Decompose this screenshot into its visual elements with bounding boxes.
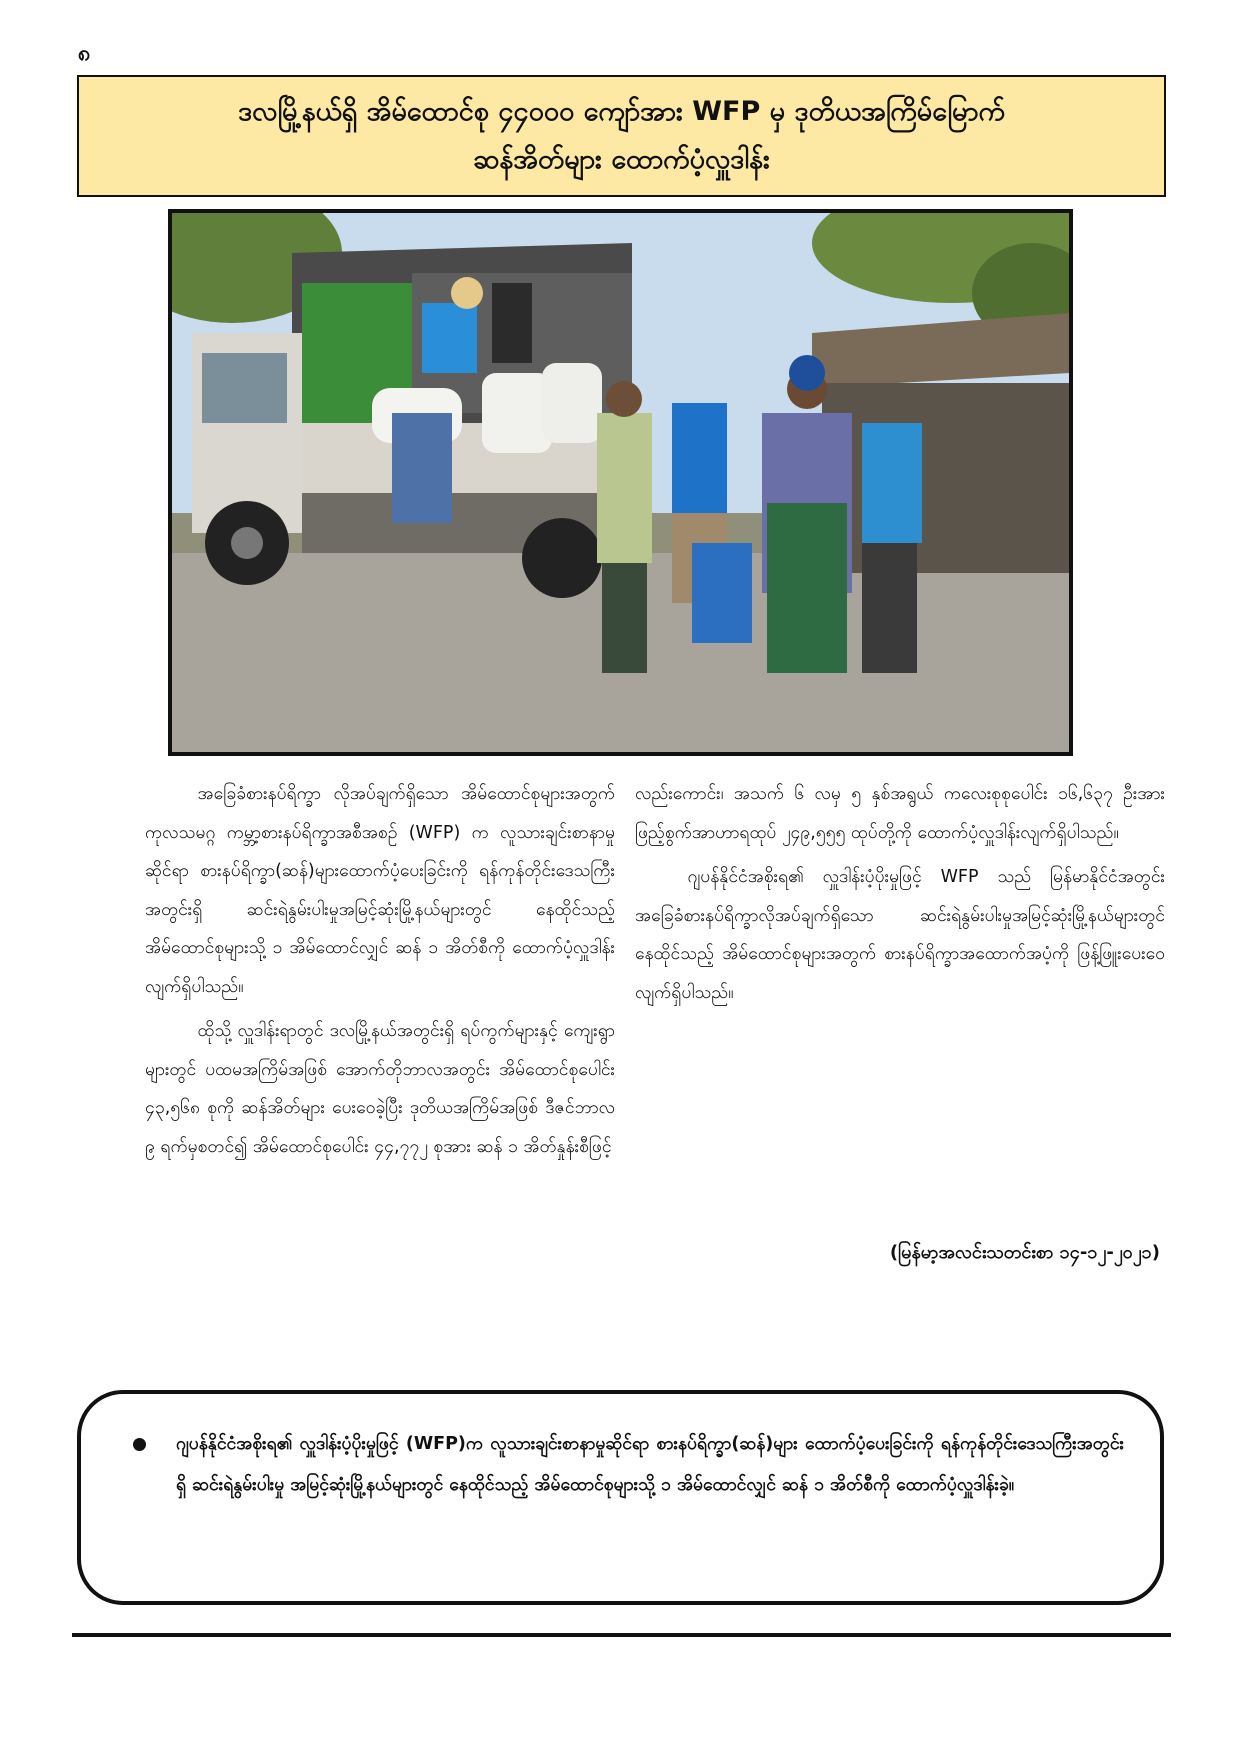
summary-text: ဂျပန်နိုင်ငံအစိုးရ၏ လှူဒါန်းပံ့ပိုးမှုဖြင့် (WFP)က လူသားချင်းစာနာမှုဆိုင်ရာ စားနပ်ရိက္ခာ(ဆန်)များ ထောက်ပံ့ပေးခြင်းကို ရန်ကုန်တိုင်းဒေသကြီးအတွင်းရှိ ဆင်းရဲနွမ်းပါးမှု အမြင့်ဆုံးမြို့နယ်များတွင် နေထိုင်သည့် အိမ်ထောင်စုများသို့ ၁ အိမ်ထောင်လျှင် ဆန် ၁ အိတ်စီကို ထောက်ပံ့လှူဒါန်းခဲ့။ xyxy=(176,1434,1124,1495)
article-paragraph: ထိုသို့ လှူဒါန်းရာတွင် ဒလမြို့နယ်အတွင်းရှိ ရပ်ကွက်များနှင့် ကျေးရွာများတွင် ပထမအကြိမ်အဖြစ် အောက်တိုဘာလအတွင်း အိမ်ထောင်စုပေါင်း ၄၃,၅၆၈ စုကို ဆန်အိတ်များ ပေးဝေခဲ့ပြီး ဒုတိယအကြိမ်အဖြစ် ဒီဇင်ဘာလ ၉ ရက်မှစတင်၍ အိမ်ထောင်စုပေါင်း ၄၄,၇၇၂ စုအား ဆန် ၁ အိတ်နှုန်းစီဖြင့် xyxy=(145,1021,615,1157)
rice-distribution-photo xyxy=(172,213,1069,752)
article-paragraph: ဂျပန်နိုင်ငံအစိုးရ၏ လှူဒါန်းပံ့ပိုးမှုဖြင့် WFP သည် မြန်မာနိုင်ငံအတွင်း အခြေခံစားနပ်ရိက္ခာလိုအပ်ချက်ရှိသော ဆင်းရဲနွမ်းပါးမှုအမြင့်ဆုံးမြို့နယ်များတွင် နေထိုင်သည့် အိမ်ထောင်စုများအတွက် စားနပ်ရိက္ခာအထောက်အပံ့ကို ဖြန့်ဖြူးပေးဝေလျက်ရှိပါသည်။ xyxy=(635,867,1165,1003)
summary-box xyxy=(77,1390,1164,1605)
article-paragraph: အခြေခံစားနပ်ရိက္ခာ လိုအပ်ချက်ရှိသော အိမ်ထောင်စုများအတွက် ကုလသမဂ္ဂ ကမ္ဘာ့စားနပ်ရိက္ခာအစီအစဉ် (WFP) က လူသားချင်းစာနာမှုဆိုင်ရာ စားနပ်ရိက္ခာ(ဆန်)များထောက်ပံ့ပေးခြင်းကို ရန်ကုန်တိုင်းဒေသကြီးအတွင်းရှိ ဆင်းရဲနွမ်းပါးမှုအမြင့်ဆုံးမြို့နယ်များတွင် နေထိုင်သည့် အိမ်ထောင်စုများသို့ ၁ အိမ်ထောင်လျှင် ဆန် ၁ အိတ်စီကို ထောက်ပံ့လှူဒါန်းလျက်ရှိပါသည်။ xyxy=(145,784,615,997)
article-right-column xyxy=(635,775,1165,1018)
news-photo xyxy=(168,209,1073,756)
bullet-icon xyxy=(133,1438,146,1451)
summary-item xyxy=(133,1424,1124,1506)
article-left-column xyxy=(145,775,615,1172)
headline-line-2: ဆန်အိတ်များ ထောက်ပံ့လှူဒါန်း xyxy=(473,144,770,175)
article-paragraph: လည်းကောင်း၊ အသက် ၆ လမှ ၅ နှစ်အရွယ် ကလေးစုစုပေါင်း ၁၆,၆၃၇ ဦးအား ဖြည့်စွက်အာဟာရထုပ် ၂၄၉,၅၅၅ ထုပ်တို့ကို ထောက်ပံ့လှူဒါန်းလျက်ရှိပါသည်။ xyxy=(635,784,1165,843)
bottom-divider xyxy=(72,1633,1171,1637)
headline-line-1: ဒလမြို့နယ်ရှိ အိမ်ထောင်စု ၄၄၀၀၀ ကျော်အား WFP မှ ဒုတိယအကြိမ်မြောက် xyxy=(238,96,1005,127)
article-source: (မြန်မာ့အလင်းသတင်းစာ ၁၄-၁၂-၂၀၂၁) xyxy=(889,1242,1160,1263)
headline-box xyxy=(77,75,1166,197)
page-number: ၈ xyxy=(78,41,91,66)
